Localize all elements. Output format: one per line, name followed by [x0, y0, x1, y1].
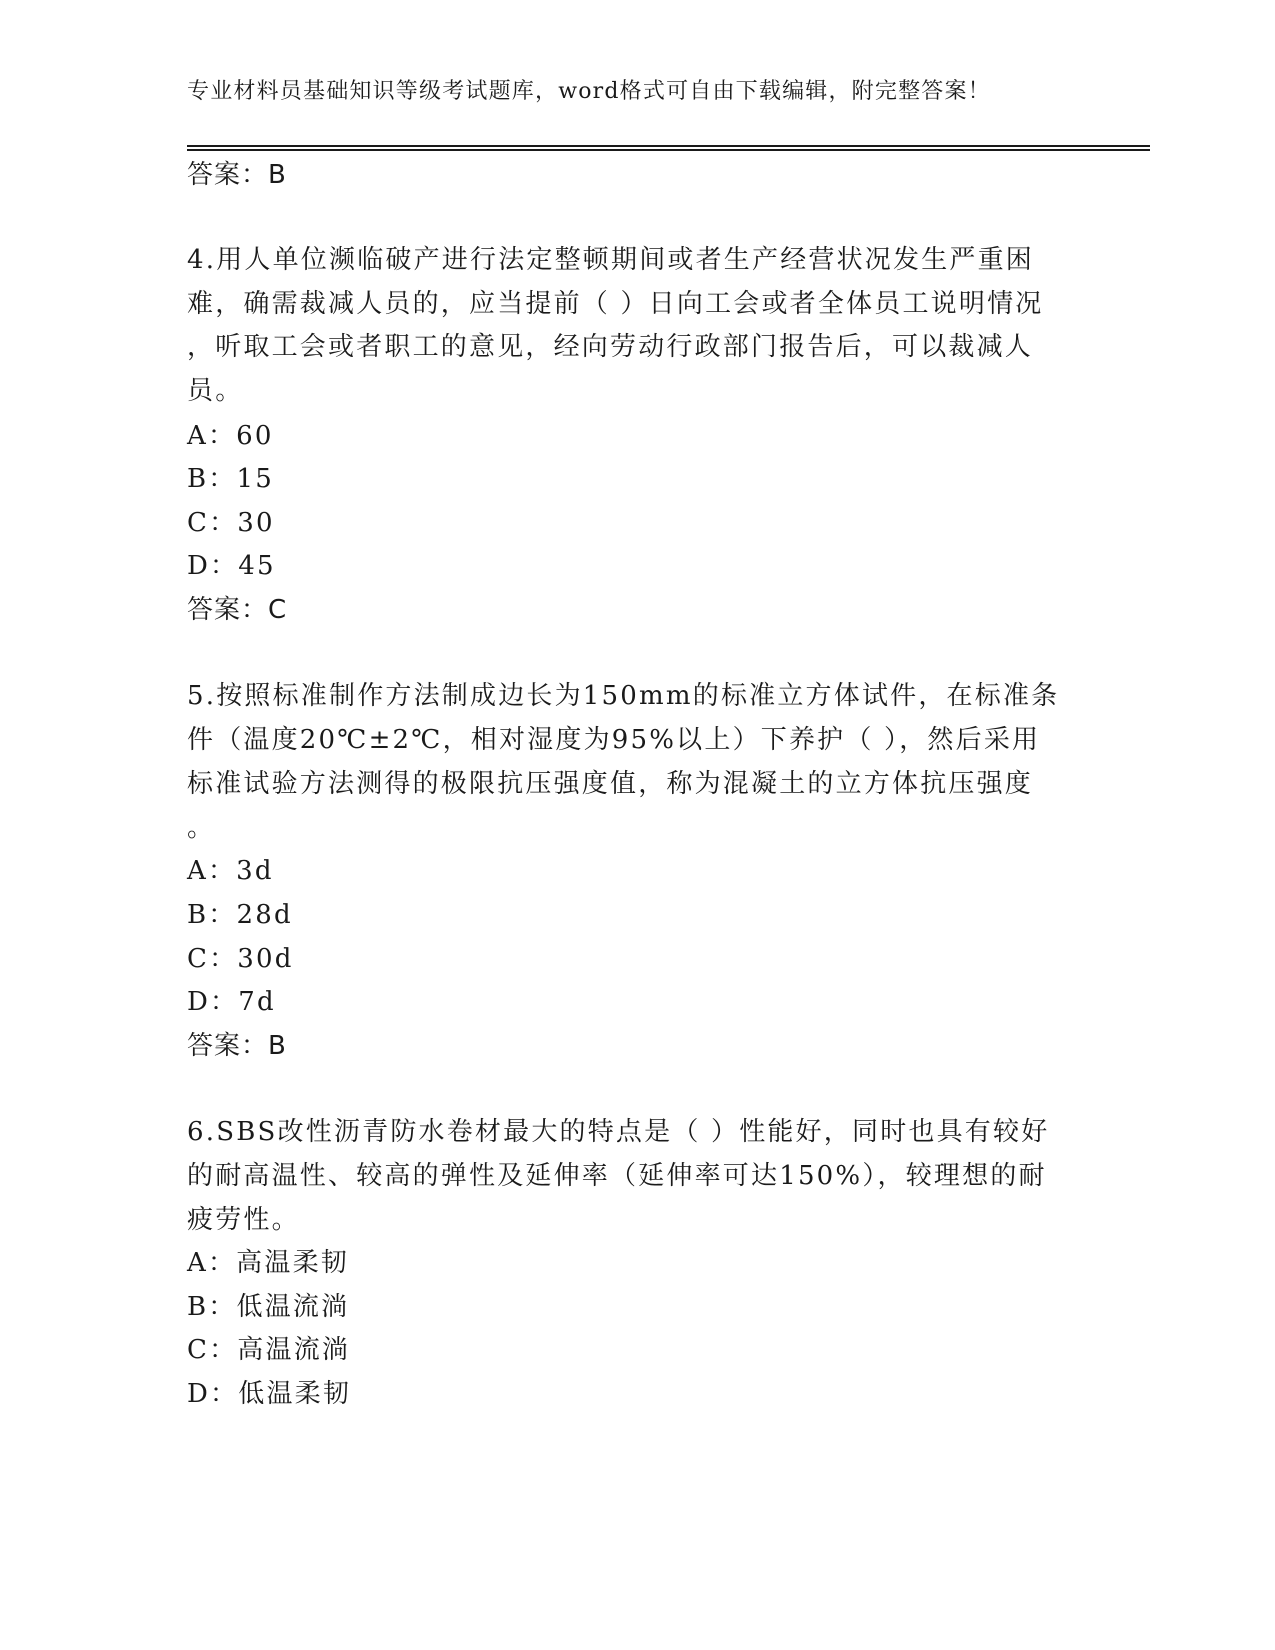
- question-stem-line: ，听取工会或者职工的意见，经向劳动行政部门报告后，可以裁减人: [187, 332, 1034, 362]
- question-stem-line: 件（温度20℃±2℃，相对湿度为95%以上）下养护（ ），然后采用: [187, 725, 1041, 755]
- answer: 答案：B: [187, 1031, 287, 1061]
- question-stem-line: 4.用人单位濒临破产进行法定整顿期间或者生产经营状况发生严重困: [187, 245, 1035, 275]
- page-header: 专业材料员基础知识等级考试题库，word格式可自由下载编辑，附完整答案！: [187, 79, 991, 104]
- question-stem-line: 难，确需裁减人员的，应当提前（ ）日向工会或者全体员工说明情况: [187, 289, 1044, 319]
- option-a: A：60: [187, 421, 274, 451]
- option-b: B：低温流淌: [187, 1292, 350, 1322]
- header-rule: [187, 145, 1150, 151]
- option-c: C：30: [187, 508, 275, 538]
- option-a: A：高温柔韧: [187, 1248, 349, 1278]
- question-stem-line: 疲劳性。: [187, 1205, 300, 1235]
- question-stem-line: 5.按照标准制作方法制成边长为150mm的标准立方体试件，在标准条: [187, 681, 1060, 711]
- question-stem-line: 的耐高温性、较高的弹性及延伸率（延伸率可达150%），较理想的耐: [187, 1161, 1047, 1191]
- question-stem-line: 员。: [187, 376, 244, 406]
- option-b: B：28d: [187, 900, 293, 930]
- option-d: D：7d: [187, 987, 276, 1017]
- answer: 答案：C: [187, 595, 288, 625]
- option-d: D：低温柔韧: [187, 1379, 352, 1409]
- option-b: B：15: [187, 464, 274, 494]
- question-stem-line: 。: [187, 813, 216, 843]
- option-c: C：高温流淌: [187, 1335, 351, 1365]
- answer-previous: 答案：B: [187, 160, 287, 190]
- option-a: A：3d: [187, 856, 274, 886]
- question-stem-line: 6.SBS改性沥青防水卷材最大的特点是（ ）性能好，同时也具有较好: [187, 1117, 1050, 1147]
- option-d: D：45: [187, 551, 276, 581]
- question-stem-line: 标准试验方法测得的极限抗压强度值，称为混凝土的立方体抗压强度: [187, 769, 1034, 799]
- option-c: C：30d: [187, 944, 294, 974]
